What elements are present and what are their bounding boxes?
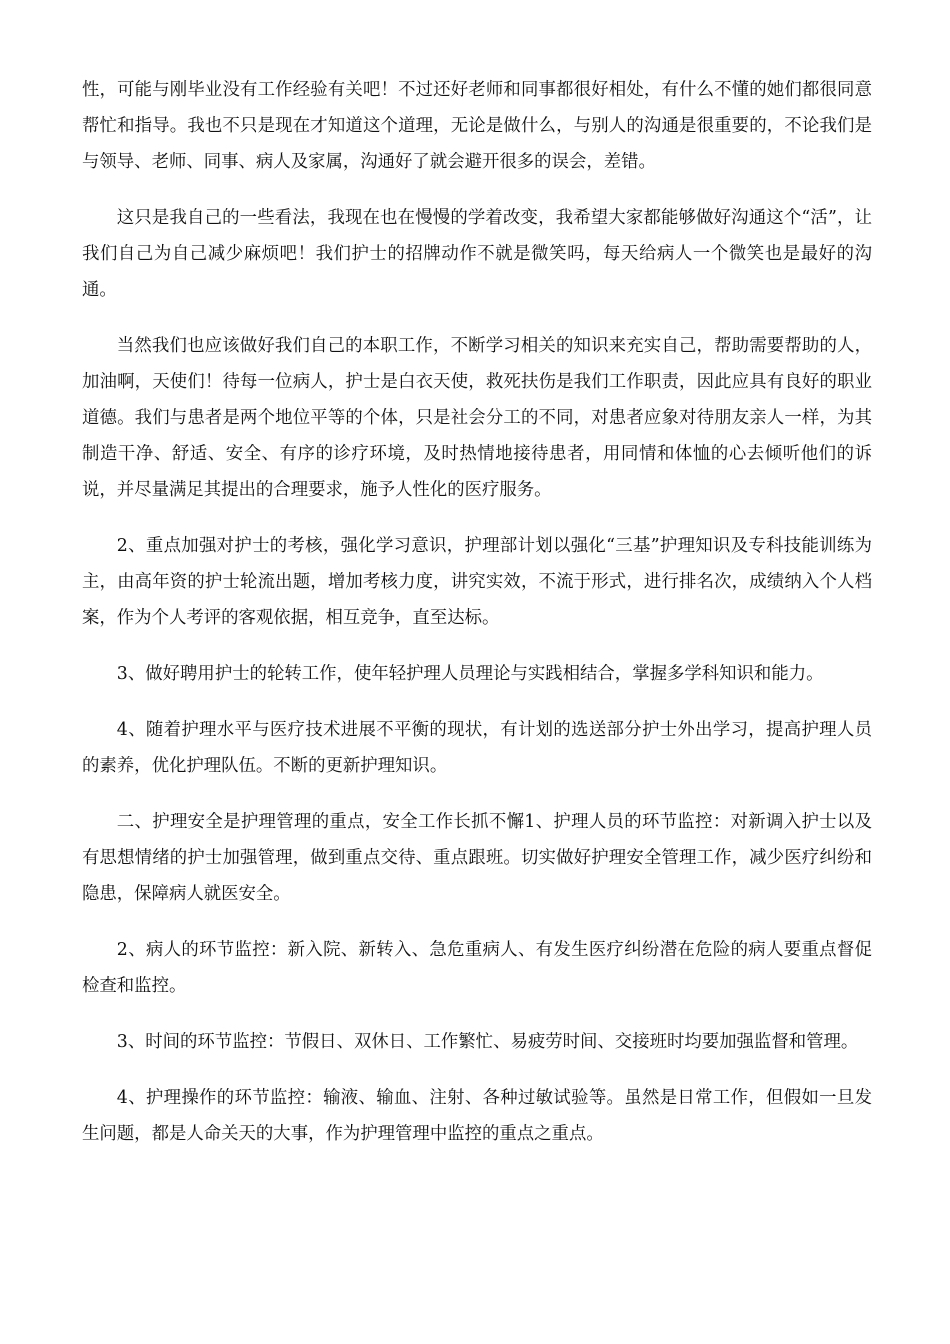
paragraph-operation-monitoring: 4、护理操作的环节监控：输液、输血、注射、各种过敏试验等。虽然是日常工作，但假如一旦发生问题，都是人命关天的大事，作为护理管理中监控的重点之重点。 bbox=[82, 1088, 872, 1144]
paragraph-item-3-rotation: 3、做好聘用护士的轮转工作，使年轻护理人员理论与实践相结合，掌握多学科知识和能力。 bbox=[116, 664, 824, 684]
document-page bbox=[82, 72, 872, 1172]
paragraph-time-monitoring: 3、时间的环节监控：节假日、双休日、工作繁忙、易疲劳时间、交接班时均要加强监督和管理。 bbox=[116, 1032, 859, 1052]
paragraph-communication-view: 这只是我自己的一些看法，我现在也在慢慢的学着改变，我希望大家都能够做好沟通这个“活”，让我们自己为自己减少麻烦吧！我们护士的招牌动作不就是微笑吗，每天给病人一个微笑也是最好的沟通。 bbox=[82, 208, 872, 300]
paragraph-patient-monitoring: 2、病人的环节监控：新入院、新转入、急危重病人、有发生医疗纠纷潜在危险的病人要重点督促检查和监控。 bbox=[82, 940, 872, 996]
paragraph-item-2-assessment: 2、重点加强对护士的考核，强化学习意识，护理部计划以强化“三基”护理知识及专科技能训练为主，由高年资的护士轮流出题，增加考核力度，讲究实效，不流于形式，进行排名次，成绩纳入个人档案，作为个人考评的客观依据，相互竞争，直至达标。 bbox=[82, 536, 872, 628]
paragraph-continuation: 性，可能与刚毕业没有工作经验有关吧！不过还好老师和同事都很好相处，有什么不懂的她们都很同意帮忙和指导。我也不只是现在才知道这个道理，无论是做什么，与别人的沟通是很重要的，不论我们是与领导、老师、同事、病人及家属，沟通好了就会避开很多的误会，差错。 bbox=[82, 80, 872, 172]
paragraph-professional-duty: 当然我们也应该做好我们自己的本职工作，不断学习相关的知识来充实自己，帮助需要帮助的人，加油啊，天使们！待每一位病人，护士是白衣天使，救死扶伤是我们工作职责，因此应具有良好的职业道德。我们与患者是两个地位平等的个体，只是社会分工的不同，对患者应象对待朋友亲人一样，为其制造干净、舒适、安全、有序的诊疗环境，及时热情地接待患者，用同情和体恤的心去倾听他们的诉说，并尽量满足其提出的合理要求，施予人性化的医疗服务。 bbox=[82, 336, 872, 500]
paragraph-section-2-safety: 二、护理安全是护理管理的重点，安全工作长抓不懈1、护理人员的环节监控：对新调入护士以及有思想情绪的护士加强管理，做到重点交待、重点跟班。切实做好护理安全管理工作，减少医疗纠纷和隐患，保障病人就医安全。 bbox=[82, 812, 872, 904]
paragraph-item-4-training: 4、随着护理水平与医疗技术进展不平衡的现状，有计划的选送部分护士外出学习，提高护理人员的素养，优化护理队伍。不断的更新护理知识。 bbox=[82, 720, 872, 776]
